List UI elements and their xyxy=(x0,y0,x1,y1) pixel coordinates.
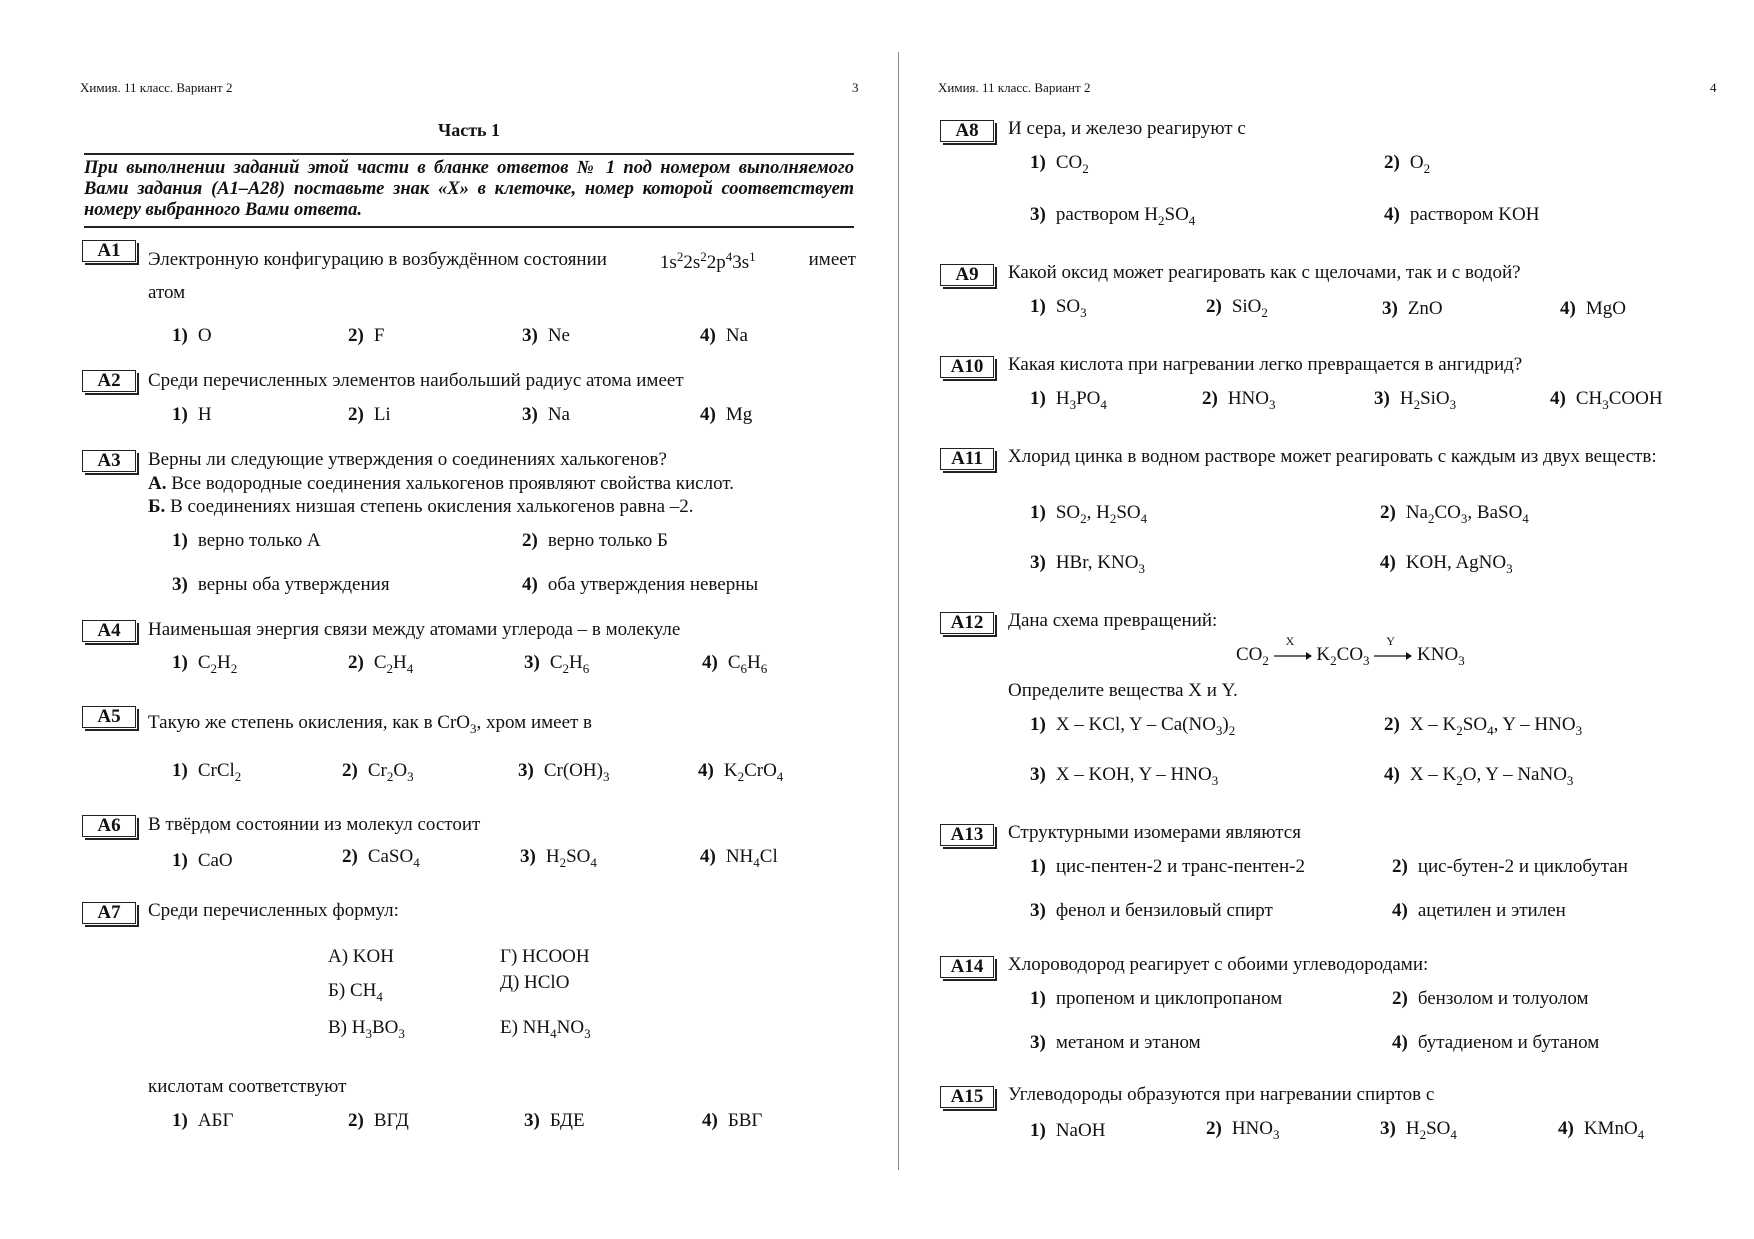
a13-option-2[interactable] xyxy=(1392,856,1628,878)
a7-option-2[interactable] xyxy=(348,1110,409,1132)
option-number: 3) xyxy=(518,760,534,781)
a5-option-4[interactable]: 4) $K_2CrO_4$ xyxy=(698,760,784,784)
a3-statement-a xyxy=(148,473,734,495)
option-text: бензолом и толуолом xyxy=(1417,988,1589,1009)
a9-option-3[interactable] xyxy=(1382,298,1443,320)
a4-option-2[interactable]: 2) $C_2H_4$ xyxy=(348,652,414,676)
a7-formula-b: Б) $CH_4$ xyxy=(328,980,383,1004)
question-label-a12: A12 xyxy=(940,612,994,634)
option-text: раствором xyxy=(1409,204,1494,225)
option-text: верны оба утверждения xyxy=(197,574,390,595)
right-page-number: 4 xyxy=(1710,80,1717,95)
option-number: 4) xyxy=(522,574,538,595)
option-number: 4) xyxy=(698,760,714,781)
option-text: оба утверждения неверны xyxy=(547,574,759,595)
a14-option-4[interactable] xyxy=(1392,1032,1599,1054)
option-text: метаном и этаном xyxy=(1055,1032,1201,1053)
a10-option-3[interactable]: 3) $H_2SiO_3$ xyxy=(1374,388,1457,412)
a12-option-1[interactable]: 1) X – KCl, Y – $Ca(NO_3)_2$ xyxy=(1030,714,1236,738)
option-number: 3) xyxy=(1382,298,1398,319)
a15-option-4[interactable]: 4) KMnO$_4$ xyxy=(1558,1118,1645,1142)
a5-option-3[interactable]: 3) $Cr(OH)_3$ xyxy=(518,760,610,784)
a10-text: Какая кислота при нагревании легко превращается в ангидрид? xyxy=(1008,354,1523,375)
a7-formula-g: Г) HCOOH xyxy=(500,946,590,967)
a7-option-4[interactable] xyxy=(702,1110,762,1132)
a7-formula-e: Е) $NH_4NO_3$ xyxy=(500,1017,591,1041)
a6-option-1[interactable]: 1) CaO xyxy=(172,850,233,871)
statement-text: Все водородные соединения халькогенов проявляют свойства кислот. xyxy=(171,473,734,494)
a3-option-1[interactable] xyxy=(172,530,321,552)
a7-formula-e-text: Е) NH xyxy=(500,1017,551,1038)
a5-text-b: , хром имеет в xyxy=(476,712,593,733)
option-number: 4) xyxy=(1392,1032,1408,1053)
option-number: 2) xyxy=(342,846,358,867)
option-number: 1) xyxy=(1030,714,1046,735)
instruction-text: При выполнении заданий этой части в бланке ответов № 1 под номером выполняемого Вами задания (A1–A28) поставьте знак «X» в клеточке, номер которой соответствует номеру выбранного Вами ответа. xyxy=(84,158,854,220)
a8-option-3[interactable]: 3) раствором $H_2SO_4$ xyxy=(1030,204,1196,228)
a12-option-3[interactable]: 3) X – KOH, Y – $HNO_3$ xyxy=(1030,764,1219,788)
a1-text xyxy=(148,249,856,274)
a6-option-2[interactable]: 2) CaSO$_4$ xyxy=(342,846,420,870)
a8-option-2[interactable]: 2) $O_2$ xyxy=(1384,152,1431,176)
option-number: 4) xyxy=(1560,298,1576,319)
a12-ask: Определите вещества X и Y. xyxy=(1008,680,1238,701)
option-number: 3) xyxy=(524,652,540,673)
instruction-top-rule xyxy=(84,153,854,155)
a5-text-a: Такую же степень окисления, как в xyxy=(148,712,433,733)
option-number: 2) xyxy=(1392,856,1408,877)
option-number: 2) xyxy=(1380,502,1396,523)
question-label-a9: A9 xyxy=(940,264,994,286)
option-text: цис-пентен-2 и транс-пентен-2 xyxy=(1055,856,1305,877)
option-number: 4) xyxy=(1384,204,1400,225)
a1-option-3[interactable] xyxy=(522,325,570,347)
option-number: 3) xyxy=(172,574,188,595)
a7-formula-d: Д) HClO xyxy=(500,972,570,993)
a2-option-4[interactable] xyxy=(700,404,752,426)
a12-scheme: $CO_2$ X $K_2CO_3$ Y $KNO_3$ xyxy=(1236,634,1465,668)
option-number: 4) xyxy=(702,652,718,673)
a7-formula-b-text: Б) CH xyxy=(328,980,377,1001)
a13-option-1[interactable] xyxy=(1030,856,1305,878)
arrow-y xyxy=(1374,634,1412,666)
statement-text: В соединениях низшая степень окисления халькогенов равна –2. xyxy=(170,496,694,517)
option-number: 2) xyxy=(1206,1118,1222,1139)
option-number: 3) xyxy=(1380,1118,1396,1139)
a1-option-1[interactable] xyxy=(172,325,212,347)
part-title: Часть 1 xyxy=(438,120,501,140)
question-label-a8: A8 xyxy=(940,120,994,142)
option-text: F xyxy=(373,325,385,346)
option-number: 3) xyxy=(522,325,538,346)
a9-option-4[interactable] xyxy=(1560,298,1626,320)
option-number: 2) xyxy=(348,325,364,346)
option-number: 3) xyxy=(1030,764,1046,785)
a3-option-3[interactable] xyxy=(172,574,390,596)
option-text: БДЕ xyxy=(549,1110,585,1131)
a15-text: Углеводороды образуются при нагревании спиртов с xyxy=(1008,1084,1435,1105)
option-number: 1) xyxy=(172,325,188,346)
option-number: 1) xyxy=(1030,1120,1046,1141)
option-number: 3) xyxy=(1374,388,1390,409)
option-number: 1) xyxy=(172,404,188,425)
option-number: 2) xyxy=(1384,152,1400,173)
option-text: NaOH xyxy=(1055,1120,1106,1141)
question-label-a2: A2 xyxy=(82,370,136,392)
option-text: раствором xyxy=(1055,204,1140,225)
option-number: 3) xyxy=(522,404,538,425)
a9-text: Какой оксид может реагировать как с щелочами, так и с водой? xyxy=(1008,262,1521,283)
a7-formula-v-text: В) H xyxy=(328,1017,366,1038)
option-number: 1) xyxy=(1030,502,1046,523)
a14-text: Хлороводород реагирует с обоими углеводородами: xyxy=(1008,954,1429,975)
arrow-x xyxy=(1274,634,1312,666)
a4-text: Наименьшая энергия связи между атомами углерода – в молекуле xyxy=(148,619,681,640)
statement-label: А. xyxy=(148,473,167,494)
a7-option-1[interactable] xyxy=(172,1110,233,1132)
option-number: 3) xyxy=(1030,900,1046,921)
a3-statement-b xyxy=(148,496,694,518)
a15-option-1[interactable] xyxy=(1030,1120,1105,1142)
a14-option-1[interactable] xyxy=(1030,988,1282,1010)
question-label-a13: A13 xyxy=(940,824,994,846)
left-header: Химия. 11 класс. Вариант 2 xyxy=(80,80,233,95)
option-number: 1) xyxy=(172,530,188,551)
a11-option-1[interactable]: 1) $SO_2$, $H_2SO_4$ xyxy=(1030,502,1148,526)
option-number: 2) xyxy=(348,652,364,673)
option-text: цис-бутен-2 и циклобутан xyxy=(1417,856,1628,877)
a8-text: И сера, и железо реагируют с xyxy=(1008,118,1246,139)
option-text: пропеном и циклопропаном xyxy=(1055,988,1283,1009)
a9-option-1[interactable]: 1) $SO_3$ xyxy=(1030,296,1087,320)
question-label-a15: A15 xyxy=(940,1086,994,1108)
question-label-a14: A14 xyxy=(940,956,994,978)
option-number: 1) xyxy=(1030,152,1046,173)
option-text: O xyxy=(197,325,212,346)
a7-text: Среди перечисленных формул: xyxy=(148,900,399,921)
a7-formula-v: В) $H_3BO_3$ xyxy=(328,1017,405,1041)
option-number: 3) xyxy=(520,846,536,867)
option-text: H xyxy=(197,404,212,425)
option-text: Mg xyxy=(725,404,753,425)
question-label-a5: A5 xyxy=(82,706,136,728)
option-number: 2) xyxy=(1384,714,1400,735)
option-number: 1) xyxy=(1030,988,1046,1009)
instruction-bottom-rule xyxy=(84,226,854,228)
option-text: верно только А xyxy=(197,530,321,551)
option-number: 4) xyxy=(1384,764,1400,785)
a3-option-2[interactable] xyxy=(522,530,668,552)
option-text: Ne xyxy=(547,325,570,346)
a12-option-4[interactable]: 4) X – $K_2O$, Y – NaNO$_3$ xyxy=(1384,764,1574,788)
left-page-number: 3 xyxy=(852,80,859,95)
option-number: 2) xyxy=(1206,296,1222,317)
a2-option-1[interactable] xyxy=(172,404,212,426)
a11-option-4[interactable]: 4) KOH, AgNO$_3$ xyxy=(1380,552,1513,576)
option-number: 1) xyxy=(1030,296,1046,317)
option-number: 4) xyxy=(1558,1118,1574,1139)
a5-option-1[interactable]: 1) CrCl$_2$ xyxy=(172,760,242,784)
a11-text: Хлорид цинка в водном растворе может реагировать с каждым из двух веществ: xyxy=(1008,446,1657,467)
question-label-a7: A7 xyxy=(82,902,136,924)
option-number: 2) xyxy=(1202,388,1218,409)
a13-text: Структурными изомерами являются xyxy=(1008,822,1301,843)
option-number: 2) xyxy=(348,404,364,425)
option-number: 4) xyxy=(700,325,716,346)
a9-option-2[interactable]: 2) SiO$_2$ xyxy=(1206,296,1268,320)
a7-tail: кислотам соответствуют xyxy=(148,1076,347,1097)
option-number: 1) xyxy=(172,652,188,673)
a8-option-4[interactable]: 4) раствором KOH xyxy=(1384,204,1540,225)
option-number: 1) xyxy=(172,1110,188,1131)
option-number: 2) xyxy=(522,530,538,551)
question-label-a10: A10 xyxy=(940,356,994,378)
a13-option-4[interactable] xyxy=(1392,900,1566,922)
a10-option-4[interactable]: 4) $CH_3COOH$ xyxy=(1550,388,1663,412)
option-text: фенол и бензиловый спирт xyxy=(1055,900,1273,921)
option-text: ацетилен и этилен xyxy=(1417,900,1566,921)
option-number: 2) xyxy=(342,760,358,781)
right-header: Химия. 11 класс. Вариант 2 xyxy=(938,80,1091,95)
a1-text-suffix: имеет xyxy=(808,249,856,270)
option-number: 1) xyxy=(172,760,188,781)
option-number: 1) xyxy=(1030,388,1046,409)
option-number: 2) xyxy=(348,1110,364,1131)
question-label-a11: A11 xyxy=(940,448,994,470)
a2-text: Среди перечисленных элементов наибольший радиус атома имеет xyxy=(148,370,684,391)
a1-formula: $1s^22s^22p^43s^1$ xyxy=(659,249,756,273)
a2-option-3[interactable] xyxy=(522,404,570,426)
a11-option-3[interactable]: 3) HBr, $KNO_3$ xyxy=(1030,552,1145,576)
a1-text-cont: атом xyxy=(148,282,186,303)
a11-option-2[interactable]: 2) $Na_2CO_3$, BaSO$_4$ xyxy=(1380,502,1529,526)
a5-text: Такую же степень окисления, как в CrO$_3$, хром имеет в xyxy=(148,712,593,736)
a2-option-2[interactable] xyxy=(348,404,391,426)
option-number: 2) xyxy=(1392,988,1408,1009)
option-number: 4) xyxy=(1550,388,1566,409)
option-text: MgO xyxy=(1585,298,1626,319)
question-label-a3: A3 xyxy=(82,450,136,472)
option-text: Na xyxy=(547,404,570,425)
question-label-a1: A1 xyxy=(82,240,136,262)
a4-option-1[interactable]: 1) $C_2H_2$ xyxy=(172,652,238,676)
a3-text: Верны ли следующие утверждения о соединениях халькогенов? xyxy=(148,449,667,470)
a6-option-4[interactable]: 4) $NH_4Cl$ xyxy=(700,846,778,870)
option-number: 1) xyxy=(1030,856,1046,877)
option-number: 3) xyxy=(1030,204,1046,225)
a4-option-3[interactable]: 3) $C_2H_6$ xyxy=(524,652,590,676)
a14-option-2[interactable] xyxy=(1392,988,1589,1010)
page-divider xyxy=(898,52,899,1170)
a6-text: В твёрдом состоянии из молекул состоит xyxy=(148,814,481,835)
option-text: бутадиеном и бутаном xyxy=(1417,1032,1600,1053)
a12-option-2[interactable]: 2) X – $K_2SO_4$, Y – $HNO_3$ xyxy=(1384,714,1583,738)
option-number: 4) xyxy=(1380,552,1396,573)
a1-option-4[interactable] xyxy=(700,325,748,347)
option-number: 3) xyxy=(524,1110,540,1131)
option-text: ВГД xyxy=(373,1110,409,1131)
option-number: 4) xyxy=(700,846,716,867)
a1-text-prefix: Электронную конфигурацию в возбуждённом состоянии xyxy=(148,249,607,270)
a10-option-1[interactable]: 1) $H_3PO_4$ xyxy=(1030,388,1107,412)
option-number: 4) xyxy=(702,1110,718,1131)
option-text: АБГ xyxy=(197,1110,234,1131)
a5-option-2[interactable]: 2) $Cr_2O_3$ xyxy=(342,760,414,784)
a6-option-3[interactable]: 3) $H_2SO_4$ xyxy=(520,846,597,870)
option-number: 4) xyxy=(1392,900,1408,921)
a13-option-3[interactable] xyxy=(1030,900,1273,922)
a15-option-3[interactable]: 3) $H_2SO_4$ xyxy=(1380,1118,1457,1142)
a12-text: Дана схема превращений: xyxy=(1008,610,1218,631)
option-number: 4) xyxy=(700,404,716,425)
option-text: Li xyxy=(373,404,391,425)
option-number: 3) xyxy=(1030,552,1046,573)
option-text: ZnO xyxy=(1407,298,1443,319)
a1-option-2[interactable] xyxy=(348,325,384,347)
option-text: верно только Б xyxy=(547,530,668,551)
a7-formula-a: А) KOH xyxy=(328,946,394,967)
arrow-x-label: X xyxy=(1285,634,1295,648)
arrow-y-label: Y xyxy=(1386,634,1395,648)
question-label-a4: A4 xyxy=(82,620,136,642)
statement-label: Б. xyxy=(148,496,166,517)
option-text: Na xyxy=(725,325,748,346)
a10-option-2[interactable]: 2) $HNO_3$ xyxy=(1202,388,1276,412)
a4-option-4[interactable]: 4) $C_6H_6$ xyxy=(702,652,768,676)
a14-option-3[interactable] xyxy=(1030,1032,1201,1054)
a15-option-2[interactable]: 2) $HNO_3$ xyxy=(1206,1118,1280,1142)
question-label-a6: A6 xyxy=(82,815,136,837)
a7-option-3[interactable] xyxy=(524,1110,585,1132)
a8-option-1[interactable]: 1) $CO_2$ xyxy=(1030,152,1089,176)
option-number: 3) xyxy=(1030,1032,1046,1053)
a3-option-4[interactable] xyxy=(522,574,758,596)
option-number: 1) xyxy=(172,850,188,871)
option-text: БВГ xyxy=(727,1110,763,1131)
